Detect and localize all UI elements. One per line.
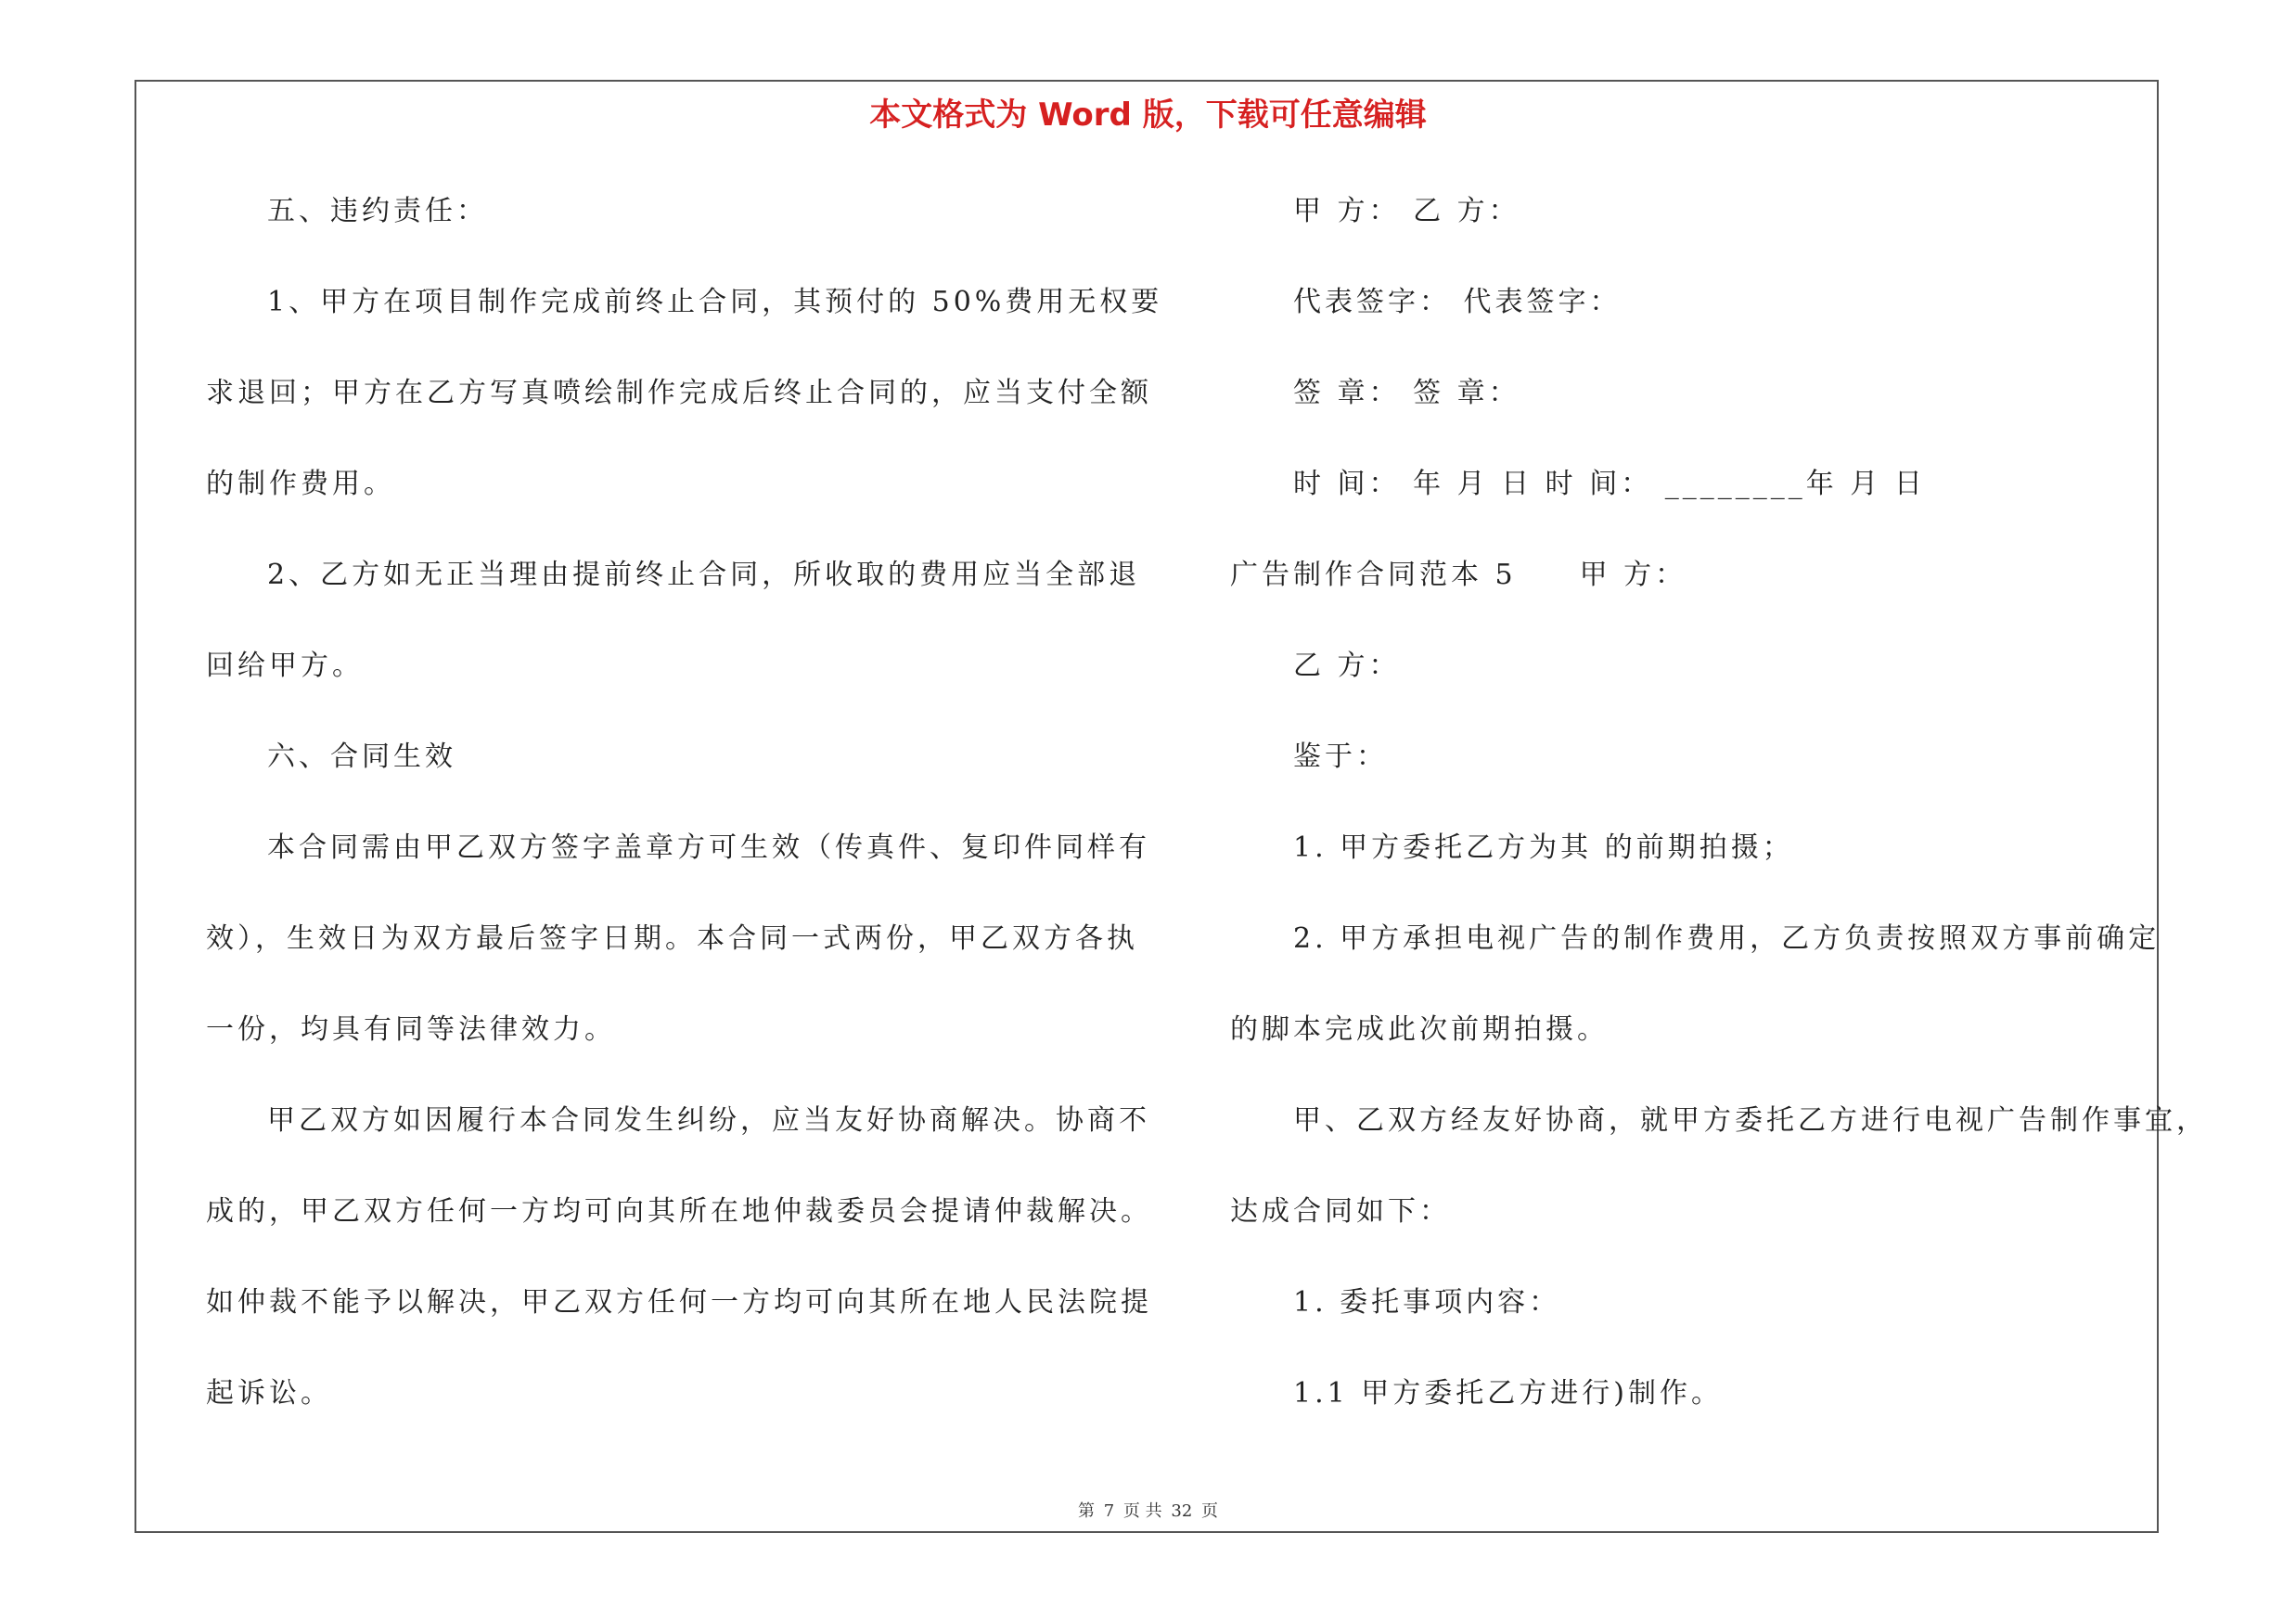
paragraph-line: 1、甲方在项目制作完成前终止合同，其预付的 50%费用无权要: [267, 286, 1163, 318]
paragraph-line: 如仲裁不能予以解决，甲乙双方任何一方均可向其所在地人民法院提: [206, 1286, 1152, 1319]
paragraph-line: 一份，均具有同等法律效力。: [206, 1013, 616, 1046]
paragraph-line: 甲、乙双方经友好协商，就甲方委托乙方进行电视广告制作事宜，: [1293, 1104, 2208, 1137]
footer-middle: 页 共: [1122, 1501, 1162, 1521]
paragraph-line: 的制作费用。: [206, 468, 395, 500]
contract-sample-title: 广告制作合同范本 5 甲 方：: [1230, 559, 1687, 591]
paragraph-line: 1.1 甲方委托乙方进行)制作。: [1293, 1377, 1723, 1410]
paragraph-line: 起诉讼。: [206, 1377, 332, 1410]
paragraph-line: 求退回；甲方在乙方写真喷绘制作完成后终止合同的，应当支付全额: [206, 377, 1152, 409]
footer-total: 32: [1171, 1501, 1193, 1521]
party-b-line: 乙 方：: [1293, 650, 1401, 682]
word-format-banner: 本文格式为 Word 版，下载可任意编辑: [869, 97, 1427, 134]
paragraph-line: 1. 甲方委托乙方为其 的前期拍摄；: [1293, 831, 1794, 864]
paragraph-line: 效），生效日为双方最后签字日期。本合同一式两份，甲乙双方各执: [206, 922, 1138, 955]
paragraph-line: 回给甲方。: [206, 650, 364, 682]
paragraph-line: 甲乙双方如因履行本合同发生纠纷，应当友好协商解决。协商不: [267, 1104, 1150, 1137]
paragraph-line: 成的，甲乙双方任何一方均可向其所在地仲裁委员会提请仲裁解决。: [206, 1195, 1152, 1228]
paragraph-line: 的脚本完成此次前期拍摄。: [1230, 1013, 1609, 1046]
section-heading-liability: 五、违约责任：: [267, 195, 488, 227]
signature-parties-line: 甲 方： 乙 方：: [1293, 195, 1520, 227]
footer-page: 7: [1103, 1501, 1115, 1521]
section-heading-entrusted-items: 1. 委托事项内容：: [1293, 1286, 1561, 1319]
paragraph-line: 2、乙方如无正当理由提前终止合同，所收取的费用应当全部退: [267, 559, 1141, 591]
signature-representative-line: 代表签字： 代表签字：: [1293, 286, 1622, 318]
footer-suffix: 页: [1201, 1501, 1219, 1521]
signature-seal-line: 签 章： 签 章：: [1293, 377, 1520, 409]
signature-date-line: 时 间： 年 月 日 时 间： ________年 月 日: [1293, 468, 1926, 500]
paragraph-line: 达成合同如下：: [1230, 1195, 1451, 1228]
whereas-heading: 鉴于：: [1293, 741, 1388, 773]
page-number-footer: [0, 1498, 2296, 1522]
footer-prefix: 第: [1077, 1501, 1095, 1521]
paragraph-line: 2. 甲方承担电视广告的制作费用，乙方负责按照双方事前确定: [1293, 922, 2161, 955]
section-heading-effect: 六、合同生效: [267, 741, 456, 773]
paragraph-line: 本合同需由甲乙双方签字盖章方可生效（传真件、复印件同样有: [267, 831, 1150, 864]
